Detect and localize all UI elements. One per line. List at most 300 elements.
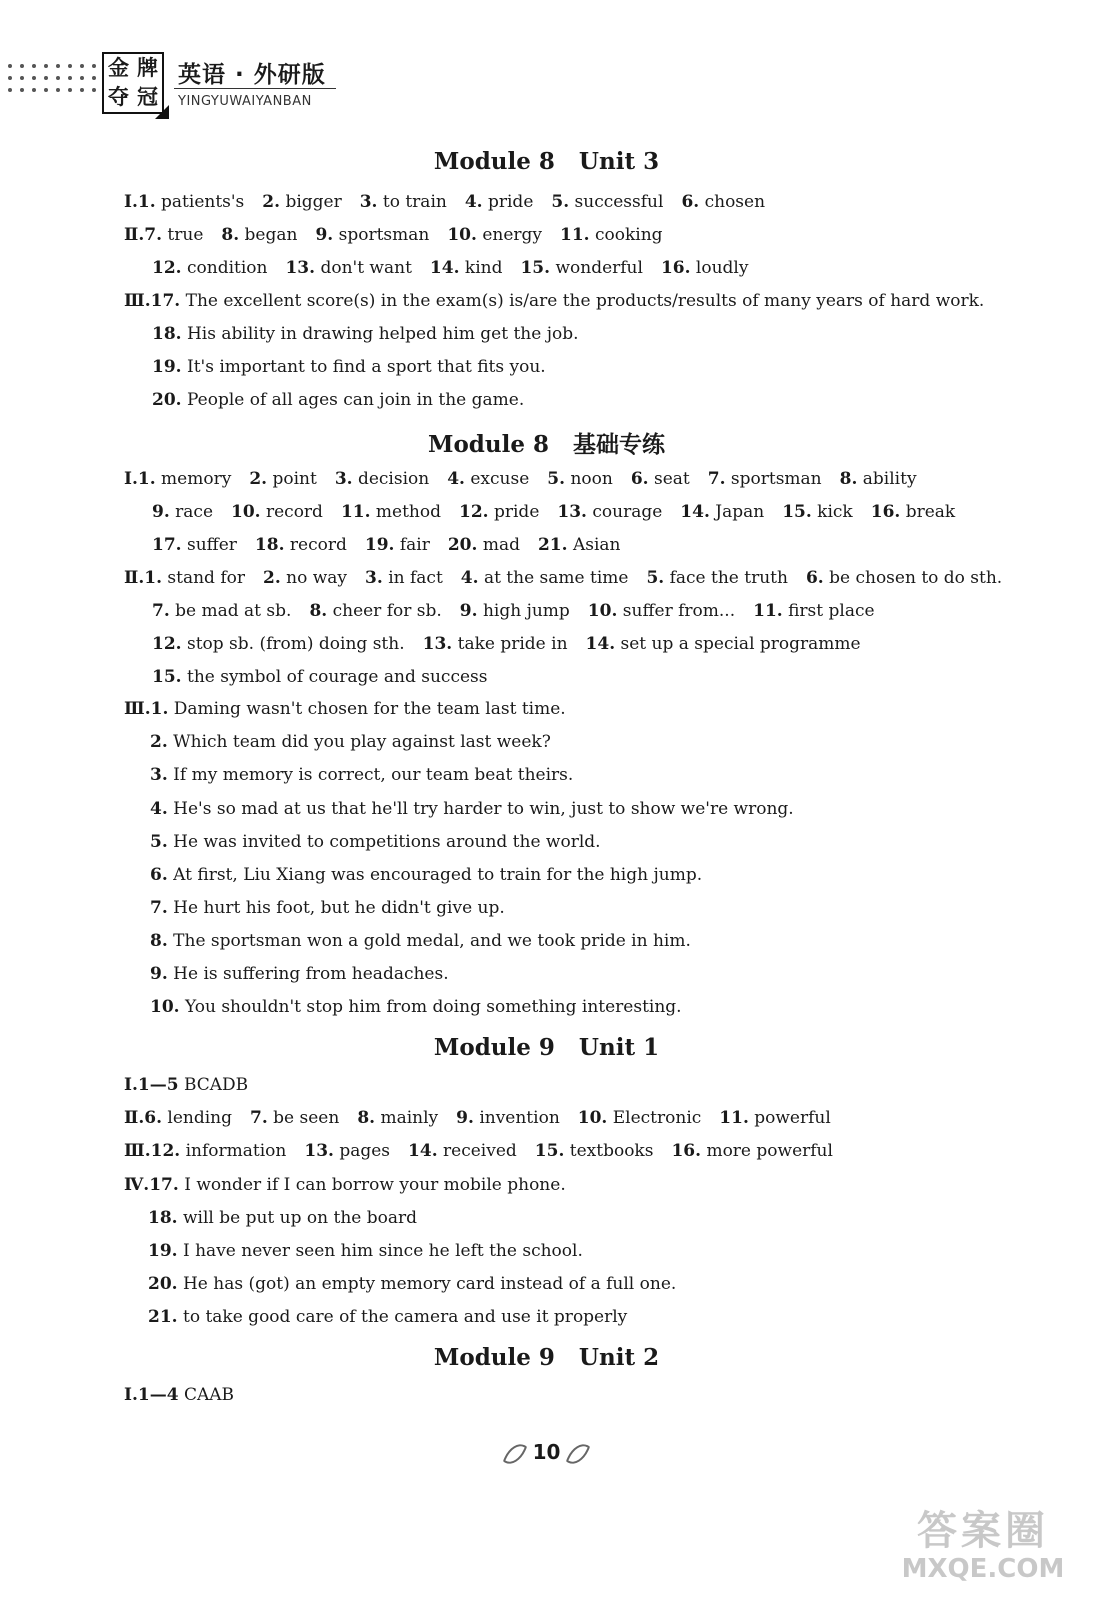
heading-unit: 基础专练 bbox=[573, 431, 665, 458]
answer-item bbox=[408, 1141, 517, 1161]
item-number: 3. bbox=[359, 192, 378, 212]
answer-line bbox=[124, 1108, 849, 1128]
item-number: 12. bbox=[150, 1141, 181, 1161]
answer-item bbox=[586, 634, 861, 654]
answer-item bbox=[538, 535, 621, 555]
answer-item bbox=[753, 601, 874, 621]
item-number: 14. bbox=[408, 1141, 438, 1161]
item-answer: Electronic bbox=[612, 1108, 702, 1128]
roman-numeral: Ⅱ. bbox=[124, 225, 145, 245]
answer-line bbox=[150, 964, 467, 984]
item-number: 10. bbox=[577, 1108, 608, 1128]
item-answer: pride bbox=[487, 192, 534, 212]
item-answer: to take good care of the camera and use it properly bbox=[182, 1307, 628, 1327]
item-answer: break bbox=[905, 502, 956, 522]
answer-line bbox=[124, 192, 783, 212]
item-answer: be seen bbox=[273, 1108, 340, 1128]
item-number: 16. bbox=[870, 502, 901, 522]
item-number: 15. bbox=[534, 1141, 565, 1161]
item-answer: cooking bbox=[595, 225, 663, 245]
item-number: 9. bbox=[150, 964, 168, 984]
item-answer: memory bbox=[161, 469, 232, 489]
watermark-url: MXQE.COM bbox=[901, 1554, 1065, 1584]
page-footer bbox=[0, 1440, 1093, 1466]
answer-line bbox=[150, 997, 700, 1017]
answer-item bbox=[152, 357, 546, 377]
answer-item bbox=[250, 1108, 339, 1128]
item-answer: decision bbox=[357, 469, 430, 489]
logo-corner-mark bbox=[155, 105, 169, 119]
item-number: 15. bbox=[782, 502, 812, 522]
answer-item bbox=[341, 502, 441, 522]
roman-numeral: Ⅰ. bbox=[124, 1385, 138, 1405]
item-number: 6. bbox=[805, 568, 824, 588]
answer-item bbox=[221, 225, 297, 245]
answer-item bbox=[152, 502, 213, 522]
heading-module: Module 8 bbox=[428, 431, 549, 458]
answer-line bbox=[152, 535, 638, 555]
item-number: 11. bbox=[753, 601, 783, 621]
answer-item bbox=[535, 1141, 654, 1161]
roman-numeral: Ⅰ. bbox=[124, 1075, 138, 1095]
answer-item bbox=[151, 291, 985, 311]
answer-item bbox=[152, 390, 524, 410]
heading-module: Module 8 bbox=[433, 148, 555, 175]
item-answer: He has (got) an empty memory card instead of a full one. bbox=[182, 1274, 677, 1294]
roman-numeral: Ⅲ. bbox=[124, 291, 151, 311]
answer-item bbox=[152, 667, 487, 687]
answer-item bbox=[285, 258, 411, 278]
answer-item bbox=[680, 502, 764, 522]
item-number: 12. bbox=[459, 502, 489, 522]
item-answer: noon bbox=[570, 469, 613, 489]
item-answer: record bbox=[265, 502, 323, 522]
item-answer: Asian bbox=[572, 535, 621, 555]
item-number: 17. bbox=[150, 291, 181, 311]
roman-numeral: Ⅲ. bbox=[124, 699, 151, 719]
item-answer: more powerful bbox=[706, 1141, 833, 1161]
answer-line bbox=[148, 1307, 645, 1327]
answer-line bbox=[152, 357, 564, 377]
answer-item bbox=[578, 1108, 702, 1128]
heading-unit: Unit 3 bbox=[578, 148, 660, 175]
item-answer: wonderful bbox=[555, 258, 643, 278]
item-number: 13. bbox=[422, 634, 453, 654]
answer-line bbox=[152, 502, 973, 522]
answer-item bbox=[144, 568, 245, 588]
item-number: 9. bbox=[459, 601, 478, 621]
answer-item bbox=[151, 699, 566, 719]
answer-line bbox=[124, 1075, 266, 1095]
item-answer: I wonder if I can borrow your mobile phone. bbox=[184, 1175, 566, 1195]
answer-item bbox=[661, 258, 749, 278]
item-answer: stand for bbox=[167, 568, 245, 588]
answer-item bbox=[263, 568, 347, 588]
item-answer: kick bbox=[817, 502, 853, 522]
answer-line bbox=[152, 601, 893, 621]
item-number: 5. bbox=[646, 568, 665, 588]
item-number: 14. bbox=[585, 634, 616, 654]
answer-item bbox=[152, 258, 267, 278]
answer-item bbox=[144, 225, 203, 245]
section-heading bbox=[0, 1034, 1093, 1061]
logo-char: 冠 bbox=[137, 85, 158, 109]
answer-item bbox=[304, 1141, 390, 1161]
item-answer: true bbox=[167, 225, 204, 245]
logo-char: 金 bbox=[108, 56, 129, 80]
item-number: 10. bbox=[587, 601, 618, 621]
item-answer: It's important to find a sport that fits you. bbox=[186, 357, 546, 377]
item-answer: seat bbox=[653, 469, 690, 489]
header-divider bbox=[174, 88, 336, 89]
answer-item bbox=[262, 192, 341, 212]
item-number: 21. bbox=[537, 535, 568, 555]
item-answer: received bbox=[443, 1141, 517, 1161]
answer-item bbox=[447, 225, 542, 245]
item-number: 6. bbox=[630, 469, 649, 489]
item-answer: textbooks bbox=[569, 1141, 654, 1161]
answer-item bbox=[560, 225, 663, 245]
item-number: 2. bbox=[249, 469, 268, 489]
item-number: 7. bbox=[144, 225, 162, 245]
answer-item bbox=[551, 192, 663, 212]
heading-module: Module 9 bbox=[433, 1344, 555, 1371]
item-number: 8. bbox=[357, 1108, 376, 1128]
item-answer: don't want bbox=[320, 258, 412, 278]
item-number: 1. bbox=[137, 469, 156, 489]
section-heading bbox=[0, 426, 1093, 459]
item-number: 5. bbox=[150, 832, 168, 852]
watermark-logo-text: 答案圈 bbox=[917, 1508, 1049, 1554]
item-number: 16. bbox=[660, 258, 691, 278]
item-number: 1—4 bbox=[137, 1385, 179, 1405]
item-answer: The sportsman won a gold medal, and we took pride in him. bbox=[173, 931, 691, 951]
logo-char: 牌 bbox=[137, 56, 158, 80]
answer-line bbox=[124, 699, 584, 719]
item-answer: first place bbox=[788, 601, 875, 621]
item-answer: His ability in drawing helped him get the job. bbox=[186, 324, 579, 344]
answer-line bbox=[152, 324, 597, 344]
item-answer: You shouldn't stop him from doing something interesting. bbox=[184, 997, 682, 1017]
answer-item bbox=[357, 1108, 438, 1128]
answer-item bbox=[148, 1208, 417, 1228]
answer-item bbox=[144, 1108, 232, 1128]
item-number: 3. bbox=[334, 469, 353, 489]
item-answer: chosen bbox=[704, 192, 766, 212]
item-number: 2. bbox=[263, 568, 281, 588]
item-answer: no way bbox=[286, 568, 348, 588]
item-number: 11. bbox=[560, 225, 590, 245]
item-number: 10. bbox=[447, 225, 477, 245]
item-answer: Japan bbox=[715, 502, 765, 522]
item-number: 3. bbox=[150, 765, 168, 785]
item-number: 6. bbox=[144, 1108, 162, 1128]
item-answer: kind bbox=[464, 258, 503, 278]
item-answer: information bbox=[185, 1141, 287, 1161]
item-number: 7. bbox=[250, 1108, 268, 1128]
item-number: 18. bbox=[254, 535, 285, 555]
item-answer: sportsman bbox=[338, 225, 430, 245]
answer-item bbox=[448, 535, 520, 555]
answer-item bbox=[138, 469, 231, 489]
item-number: 7. bbox=[150, 898, 168, 918]
item-number: 3. bbox=[365, 568, 383, 588]
answer-item bbox=[148, 1307, 627, 1327]
item-answer: He hurt his foot, but he didn't give up. bbox=[173, 898, 505, 918]
item-answer: pages bbox=[339, 1141, 391, 1161]
item-answer: The excellent score(s) in the exam(s) is/are the products/results of many years of hard work. bbox=[185, 291, 985, 311]
item-number: 2. bbox=[150, 732, 168, 752]
answer-item bbox=[806, 568, 1002, 588]
answer-item bbox=[547, 469, 613, 489]
answer-item bbox=[719, 1108, 831, 1128]
answer-item bbox=[152, 324, 579, 344]
item-number: 10. bbox=[231, 502, 261, 522]
answer-item bbox=[138, 1385, 234, 1405]
answer-line bbox=[124, 1385, 252, 1405]
answer-line bbox=[150, 898, 523, 918]
book-subtitle: YINGYUWAIYANBAN bbox=[178, 94, 312, 109]
logo-char: 夺 bbox=[108, 85, 129, 109]
answer-item bbox=[150, 997, 682, 1017]
answer-item bbox=[150, 799, 794, 819]
answer-item bbox=[152, 601, 291, 621]
item-answer: excuse bbox=[470, 469, 530, 489]
item-answer: in fact bbox=[388, 568, 443, 588]
item-number: 2. bbox=[262, 192, 281, 212]
item-number: 16. bbox=[671, 1141, 702, 1161]
leaf-icon bbox=[502, 1439, 527, 1468]
item-number: 1. bbox=[144, 568, 162, 588]
answer-line bbox=[152, 634, 879, 654]
item-answer: mad bbox=[482, 535, 520, 555]
item-answer: stop sb. (from) doing sth. bbox=[186, 634, 405, 654]
item-number: 18. bbox=[148, 1208, 178, 1228]
answer-item bbox=[520, 258, 642, 278]
item-answer: I have never seen him since he left the school. bbox=[182, 1241, 583, 1261]
answer-item bbox=[231, 502, 323, 522]
answer-item bbox=[335, 469, 429, 489]
item-answer: At first, Liu Xiang was encouraged to train for the high jump. bbox=[173, 865, 703, 885]
item-answer: record bbox=[289, 535, 347, 555]
item-number: 9. bbox=[456, 1108, 474, 1128]
item-number: 19. bbox=[152, 357, 182, 377]
answer-line bbox=[150, 865, 720, 885]
answer-item bbox=[138, 192, 244, 212]
item-number: 4. bbox=[464, 192, 483, 212]
item-number: 20. bbox=[148, 1274, 178, 1294]
answer-item bbox=[151, 1141, 287, 1161]
item-answer: loudly bbox=[695, 258, 749, 278]
book-title: 英语 · 外研版 bbox=[178, 62, 326, 88]
item-answer: race bbox=[175, 502, 213, 522]
item-number: 15. bbox=[152, 667, 182, 687]
item-number: 1. bbox=[150, 699, 169, 719]
item-answer: He's so mad at us that he'll try harder to win, just to show we're wrong. bbox=[173, 799, 794, 819]
answer-item bbox=[459, 502, 539, 522]
answer-item bbox=[557, 502, 662, 522]
answer-line bbox=[148, 1208, 435, 1228]
answer-item bbox=[138, 1075, 248, 1095]
item-answer: be mad at sb. bbox=[175, 601, 292, 621]
answer-item bbox=[460, 601, 570, 621]
answer-line bbox=[150, 732, 569, 752]
item-answer: face the truth bbox=[669, 568, 788, 588]
answer-line bbox=[124, 469, 935, 489]
item-answer: will be put up on the board bbox=[182, 1208, 417, 1228]
item-number: 7. bbox=[152, 601, 170, 621]
answer-item bbox=[255, 535, 347, 555]
item-answer: at the same time bbox=[483, 568, 629, 588]
answer-item bbox=[152, 535, 237, 555]
answer-line bbox=[148, 1241, 601, 1261]
answer-item bbox=[148, 1274, 676, 1294]
item-number: 19. bbox=[364, 535, 395, 555]
item-answer: invention bbox=[479, 1108, 560, 1128]
answer-item bbox=[152, 634, 405, 654]
item-answer: suffer bbox=[186, 535, 237, 555]
item-answer: take pride in bbox=[457, 634, 568, 654]
answer-line bbox=[148, 1274, 694, 1294]
answer-item bbox=[840, 469, 917, 489]
item-number: 17. bbox=[149, 1175, 179, 1195]
roman-numeral: Ⅰ. bbox=[124, 192, 138, 212]
answer-line bbox=[124, 1175, 584, 1195]
item-answer: powerful bbox=[754, 1108, 831, 1128]
answer-line bbox=[150, 832, 619, 852]
answer-item bbox=[315, 225, 429, 245]
item-answer: courage bbox=[592, 502, 663, 522]
item-number: 6. bbox=[681, 192, 700, 212]
item-number: 9. bbox=[152, 502, 170, 522]
item-number: 10. bbox=[150, 997, 180, 1017]
answer-item bbox=[671, 1141, 832, 1161]
answer-item bbox=[681, 192, 765, 212]
item-answer: If my memory is correct, our team beat theirs. bbox=[173, 765, 574, 785]
item-answer: point bbox=[272, 469, 317, 489]
item-answer: He is suffering from headaches. bbox=[173, 964, 449, 984]
roman-numeral: Ⅲ. bbox=[124, 1141, 151, 1161]
answer-line bbox=[150, 931, 709, 951]
item-number: 7. bbox=[707, 469, 726, 489]
item-number: 19. bbox=[148, 1241, 178, 1261]
item-answer: sportsman bbox=[730, 469, 822, 489]
heading-unit: Unit 2 bbox=[578, 1344, 660, 1371]
item-number: 8. bbox=[221, 225, 240, 245]
item-answer: cheer for sb. bbox=[332, 601, 442, 621]
item-number: 20. bbox=[447, 535, 478, 555]
answer-item bbox=[150, 964, 449, 984]
decorative-dots bbox=[8, 64, 96, 100]
item-answer: set up a special programme bbox=[620, 634, 861, 654]
item-answer: patients's bbox=[161, 192, 245, 212]
item-number: 4. bbox=[150, 799, 168, 819]
item-number: 5. bbox=[547, 469, 566, 489]
answer-line bbox=[150, 765, 591, 785]
answer-item bbox=[447, 469, 529, 489]
answer-item bbox=[465, 192, 534, 212]
item-number: 6. bbox=[150, 865, 168, 885]
item-answer: lending bbox=[167, 1108, 233, 1128]
answer-line bbox=[124, 291, 1002, 311]
answer-line bbox=[152, 390, 542, 410]
item-answer: suffer from... bbox=[622, 601, 736, 621]
roman-numeral: Ⅳ. bbox=[124, 1175, 150, 1195]
item-number: 14. bbox=[680, 502, 710, 522]
item-number: 12. bbox=[152, 258, 182, 278]
answer-item bbox=[423, 634, 568, 654]
answer-item bbox=[461, 568, 629, 588]
item-answer: method bbox=[375, 502, 441, 522]
roman-numeral: Ⅱ. bbox=[124, 1108, 145, 1128]
item-answer: ability bbox=[862, 469, 917, 489]
answer-item bbox=[150, 898, 505, 918]
item-number: 17. bbox=[152, 535, 182, 555]
item-answer: mainly bbox=[380, 1108, 439, 1128]
item-number: 15. bbox=[520, 258, 551, 278]
roman-numeral: Ⅰ. bbox=[124, 469, 138, 489]
answer-item bbox=[365, 535, 430, 555]
item-number: 11. bbox=[719, 1108, 749, 1128]
item-number: 12. bbox=[152, 634, 182, 654]
watermark bbox=[893, 1508, 1073, 1588]
item-answer: be chosen to do sth. bbox=[829, 568, 1003, 588]
heading-module: Module 9 bbox=[433, 1034, 555, 1061]
answer-line bbox=[152, 667, 505, 687]
item-number: 8. bbox=[309, 601, 328, 621]
answer-item bbox=[150, 732, 551, 752]
item-number: 13. bbox=[304, 1141, 334, 1161]
item-number: 8. bbox=[839, 469, 858, 489]
answer-item bbox=[309, 601, 441, 621]
item-number: 14. bbox=[429, 258, 460, 278]
item-number: 8. bbox=[150, 931, 168, 951]
item-answer: Which team did you play against last week? bbox=[173, 732, 551, 752]
item-answer: condition bbox=[186, 258, 268, 278]
item-number: 13. bbox=[557, 502, 587, 522]
answer-line bbox=[152, 258, 766, 278]
answer-item bbox=[782, 502, 853, 522]
answer-item bbox=[150, 865, 702, 885]
answer-item bbox=[150, 765, 573, 785]
answer-item bbox=[360, 192, 447, 212]
answer-item bbox=[149, 1175, 566, 1195]
item-answer: People of all ages can join in the game. bbox=[186, 390, 525, 410]
roman-numeral: Ⅱ. bbox=[124, 568, 145, 588]
answer-item bbox=[148, 1241, 583, 1261]
item-answer: to train bbox=[382, 192, 447, 212]
item-answer: energy bbox=[482, 225, 543, 245]
brand-logo bbox=[102, 52, 164, 114]
answer-item bbox=[871, 502, 956, 522]
page-number: 10 bbox=[532, 1440, 561, 1464]
answer-line bbox=[124, 225, 681, 245]
answer-item bbox=[631, 469, 690, 489]
item-answer: Daming wasn't chosen for the team last time. bbox=[173, 699, 566, 719]
item-answer: CAAB bbox=[183, 1385, 235, 1405]
section-heading bbox=[0, 1344, 1093, 1371]
item-number: 1—5 bbox=[137, 1075, 179, 1095]
section-heading bbox=[0, 148, 1093, 175]
answer-item bbox=[365, 568, 443, 588]
item-answer: bigger bbox=[285, 192, 342, 212]
item-answer: successful bbox=[574, 192, 664, 212]
answer-item bbox=[646, 568, 788, 588]
answer-item bbox=[150, 931, 691, 951]
item-number: 9. bbox=[315, 225, 334, 245]
item-number: 1. bbox=[137, 192, 156, 212]
answer-item bbox=[249, 469, 317, 489]
